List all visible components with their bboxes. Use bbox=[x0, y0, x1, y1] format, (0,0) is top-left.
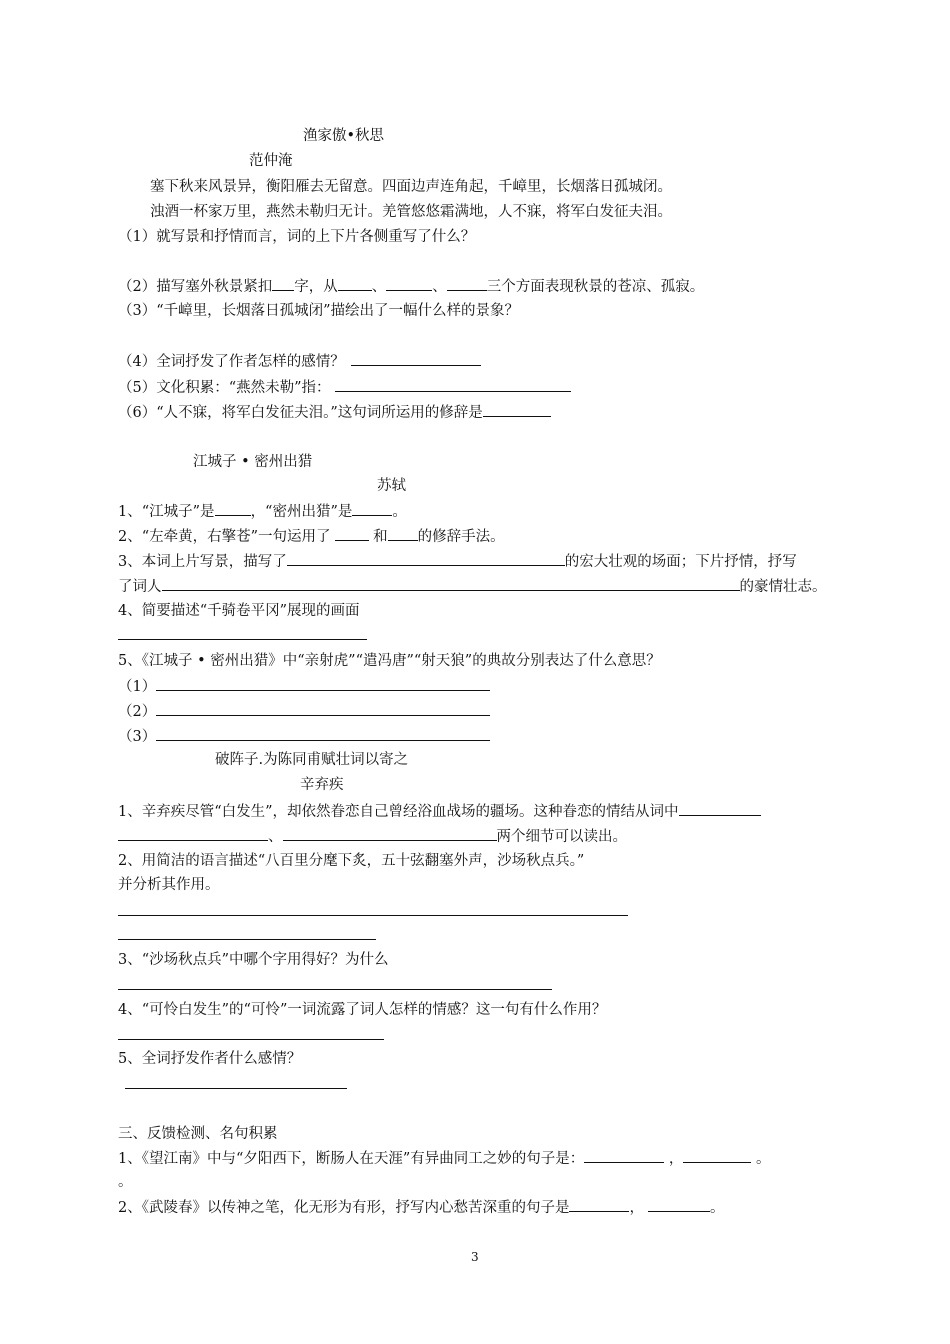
poem-title-yujiaao: 渔家傲•秋思 bbox=[303, 128, 385, 144]
question-3-1-cont: 、 两个细节可以读出。 bbox=[118, 826, 627, 847]
answer-blank[interactable] bbox=[338, 276, 372, 291]
question-1-1: （1）就写景和抒情而言，词的上下片各侧重写了什么？ bbox=[118, 229, 476, 245]
question-2-3-cont: 了词人 的豪情壮志。 bbox=[118, 576, 827, 597]
answer-blank[interactable] bbox=[272, 276, 294, 291]
answer-blank[interactable] bbox=[335, 526, 369, 541]
page-number: 3 bbox=[471, 1250, 479, 1264]
answer-blank[interactable] bbox=[386, 276, 432, 291]
section-heading-feedback: 三、反馈检测、名句积累 bbox=[118, 1126, 278, 1142]
answer-blank[interactable] bbox=[283, 826, 497, 841]
question-3-1: 1、辛弃疾尽管“白发生”，却依然眷恋自己曾经浴血战场的疆场。这种眷恋的情结从词中 bbox=[118, 801, 761, 822]
answer-blank[interactable] bbox=[156, 701, 490, 716]
question-4-2: 2、《武陵春》以传神之笔，化无形为有形，抒写内心愁苦深重的句子是 ， 。 bbox=[118, 1197, 724, 1218]
answer-blank[interactable] bbox=[352, 501, 392, 516]
question-3-2-cont: 并分析其作用。 bbox=[118, 877, 220, 893]
sub-answer-1: （1） bbox=[118, 676, 490, 697]
question-1-4: （4）全词抒发了作者怎样的感情？ bbox=[118, 351, 481, 372]
answer-blank[interactable] bbox=[156, 676, 490, 691]
poem-author-fanzhongyan: 范仲淹 bbox=[249, 153, 293, 169]
poem-title-jiangchengzi: 江城子 • 密州出猎 bbox=[193, 454, 313, 470]
question-4-1-end: 。 bbox=[118, 1174, 133, 1190]
poem-author-xinqiji: 辛弃疾 bbox=[300, 777, 344, 793]
answer-blank[interactable] bbox=[118, 826, 268, 841]
question-1-3: （3）“千嶂里，长烟落日孤城闭”描绘出了一幅什么样的景象？ bbox=[118, 303, 520, 319]
answer-line[interactable] bbox=[118, 1039, 384, 1040]
poem-verse-1: 塞下秋来风景异，衡阳雁去无留意。四面边声连角起，千嶂里，长烟落日孤城闭。 bbox=[150, 179, 672, 195]
answer-blank[interactable] bbox=[156, 726, 490, 741]
question-1-5: （5）文化积累：“燕然未勒”指： bbox=[118, 377, 571, 398]
answer-blank[interactable] bbox=[287, 551, 565, 566]
question-2-4: 4、简要描述“千骑卷平冈”展现的画面 bbox=[118, 603, 360, 619]
answer-blank[interactable] bbox=[215, 501, 251, 516]
question-3-3: 3、“沙场秋点兵”中哪个字用得好？为什么 bbox=[118, 952, 389, 968]
answer-line[interactable] bbox=[118, 915, 628, 916]
answer-blank[interactable] bbox=[683, 1148, 751, 1163]
answer-blank[interactable] bbox=[569, 1197, 629, 1212]
poem-author-sushi: 苏轼 bbox=[377, 478, 406, 494]
question-2-3: 3、本词上片写景，描写了 的宏大壮观的场面；下片抒情，抒写 bbox=[118, 551, 797, 572]
question-3-5: 5、全词抒发作者什么感情？ bbox=[118, 1051, 302, 1067]
answer-line[interactable] bbox=[118, 989, 552, 990]
question-4-1: 1、《望江南》中与“夕阳西下，断肠人在天涯”有异曲同工之妙的句子是： ， 。 bbox=[118, 1148, 771, 1169]
poem-verse-2: 浊酒一杯家万里，燕然未勒归无计。羌管悠悠霜满地，人不寐，将军白发征夫泪。 bbox=[150, 204, 672, 220]
answer-blank[interactable] bbox=[648, 1197, 710, 1212]
answer-line[interactable] bbox=[125, 1088, 347, 1089]
question-2-1: 1、“江城子”是 ，“密州出猎”是 。 bbox=[118, 501, 407, 522]
question-1-6: （6）“人不寐，将军白发征夫泪。”这句词所运用的修辞是 bbox=[118, 402, 551, 423]
answer-blank[interactable] bbox=[679, 801, 761, 816]
answer-blank[interactable] bbox=[351, 351, 481, 366]
answer-blank[interactable] bbox=[335, 377, 571, 392]
question-2-5: 5、《江城子 • 密州出猎》中“亲射虎”“遣冯唐”“射天狼”的典故分别表达了什么意思？ bbox=[118, 653, 661, 669]
answer-blank[interactable] bbox=[162, 576, 740, 591]
answer-blank[interactable] bbox=[584, 1148, 664, 1163]
question-2-2: 2、“左牵黄，右擎苍”一句运用了 和 的修辞手法。 bbox=[118, 526, 505, 547]
answer-blank[interactable] bbox=[483, 402, 551, 417]
question-3-4: 4、“可怜白发生”的“可怜”一词流露了词人怎样的情感？这一句有什么作用？ bbox=[118, 1002, 607, 1018]
question-3-2: 2、用简洁的语言描述“八百里分麾下炙，五十弦翻塞外声，沙场秋点兵。” bbox=[118, 853, 585, 869]
question-1-2: （2）描写塞外秋景紧扣 字，从 、 、 三个方面表现秋景的苍凉、孤寂。 bbox=[118, 276, 704, 297]
answer-line[interactable] bbox=[118, 639, 367, 640]
poem-title-pozhenzi: 破阵子.为陈同甫赋壮词以寄之 bbox=[215, 752, 409, 768]
sub-answer-3: （3） bbox=[118, 726, 490, 747]
answer-line[interactable] bbox=[118, 939, 376, 940]
sub-answer-2: （2） bbox=[118, 701, 490, 722]
answer-blank[interactable] bbox=[388, 526, 418, 541]
answer-blank[interactable] bbox=[447, 276, 487, 291]
